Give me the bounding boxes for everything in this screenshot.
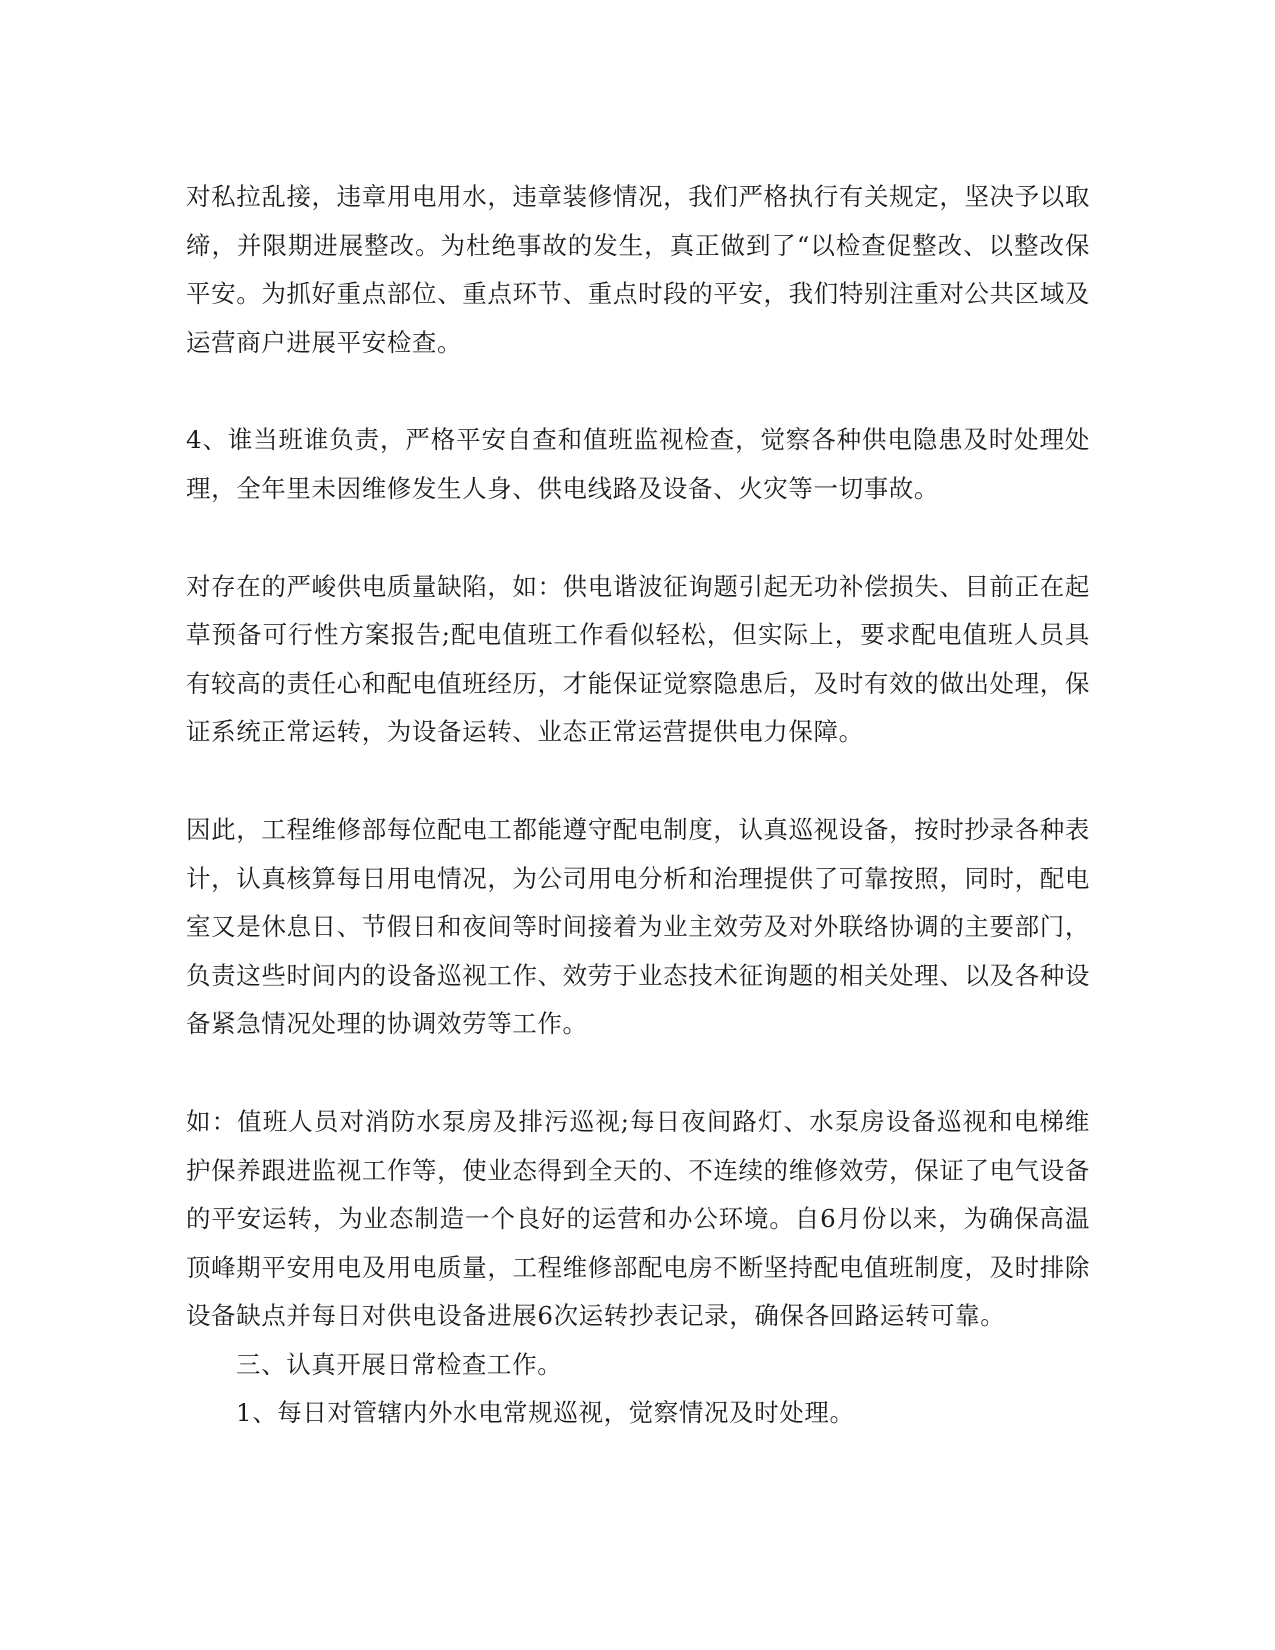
paragraph-5: 如：值班人员对消防水泵房及排污巡视;每日夜间路灯、水泵房设备巡视和电梯维护保养跟进监视工作等，使业态得到全天的、不连续的维修效劳，保证了电气设备的平安运转，为业态制造一个良好的运营和办公环境。自6月份以来，为确保高温顶峰期平安用电及用电质量，工程维修部配电房不断坚持配电值班制度，及时排除设备缺点并每日对供电设备进展6次运转抄表记录，确保各回路运转可靠。 bbox=[186, 1106, 1090, 1331]
paragraph-2: 4、谁当班谁负责，严格平安自查和值班监视检查，觉察各种供电隐患及时处理处理，全年里未因维修发生人身、供电线路及设备、火灾等一切事故。 bbox=[186, 425, 1090, 503]
paragraph-spacer bbox=[186, 367, 1090, 416]
paragraph-spacer bbox=[186, 757, 1090, 806]
section-heading: 三、认真开展日常检查工作。 bbox=[236, 1349, 563, 1379]
list-item: 1、每日对管辖内外水电常规巡视，觉察情况及时处理。 bbox=[236, 1398, 855, 1428]
paragraph-1: 对私拉乱接，违章用电用水，违章装修情况，我们严格执行有关规定，坚决予以取缔，并限期进展整改。为杜绝事故的发生，真正做到了“以检查促整改、以整改保平安。为抓好重点部位、重点环节、重点时段的平安，我们特别注重对公共区域及运营商户进展平安检查。 bbox=[186, 182, 1090, 357]
paragraph-3: 对存在的严峻供电质量缺陷，如：供电谐波征询题引起无功补偿损失、目前正在起草预备可行性方案报告;配电值班工作看似轻松，但实际上，要求配电值班人员具有较高的责任心和配电值班经历，才能保证觉察隐患后，及时有效的做出处理，保证系统正常运转，为设备运转、业态正常运营提供电力保障。 bbox=[186, 571, 1090, 747]
paragraph-4: 因此，工程维修部每位配电工都能遵守配电制度，认真巡视设备，按时抄录各种表计，认真核算每日用电情况，为公司用电分析和治理提供了可靠按照，同时，配电室又是休息日、节假日和夜间等时间接着为业主效劳及对外联络协调的主要部门，负责这些时间内的设备巡视工作、效劳于业态技术征询题的相关处理、以及各种设备紧急情况处理的协调效劳等工作。 bbox=[186, 814, 1090, 1039]
paragraph-spacer bbox=[186, 1049, 1090, 1098]
paragraph-spacer bbox=[186, 514, 1090, 563]
document-page bbox=[186, 173, 1090, 1438]
